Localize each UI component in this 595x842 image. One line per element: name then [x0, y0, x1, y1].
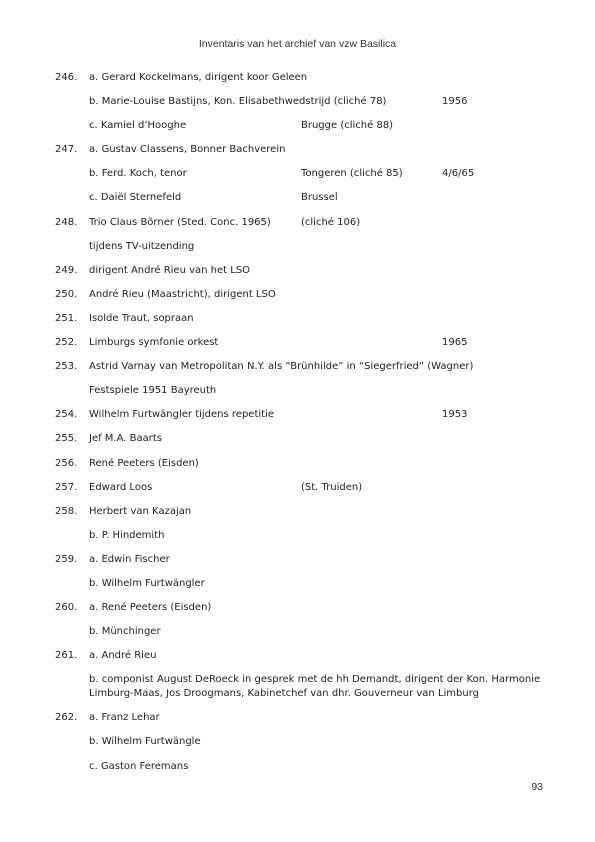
inventory-row: [55, 71, 545, 95]
item-description: Edward Loos: [89, 481, 153, 493]
inventory-row: [55, 288, 545, 312]
page-number: 93: [531, 781, 543, 793]
inventory-row: [55, 553, 545, 577]
item-number: 260.: [55, 602, 78, 614]
item-description: Festspiele 1951 Bayreuth: [89, 385, 217, 397]
inventory-row: [55, 760, 545, 784]
inventory-row: [55, 481, 545, 505]
inventory-row: [55, 143, 545, 167]
item-description: Wilhelm Furtwängler tijdens repetitie: [89, 409, 274, 421]
item-description: b. Marie-Louise Bastijns, Kon. Elisabethwedstrijd (cliché 78): [89, 96, 387, 108]
item-description: a. Franz Lehar: [89, 712, 160, 724]
page-header: Inventaris van het archief van vzw Basilica: [198, 38, 397, 50]
item-number: 246.: [55, 72, 78, 83]
inventory-row: [55, 505, 545, 529]
inventory-row: [55, 167, 545, 191]
inventory-row: [55, 601, 545, 625]
inventory-row: [55, 312, 545, 336]
item-number: 254.: [55, 409, 78, 421]
inventory-row: [55, 673, 545, 711]
item-description: tijdens TV-uitzending: [89, 240, 195, 252]
item-description: Trio Claus Bõrner (Sted. Conc. 1965): [89, 216, 271, 228]
item-description: a. René Peeters (Eisden): [89, 602, 212, 614]
item-date: 1953: [442, 409, 468, 421]
item-description: dirigent André Rieu van het LSO: [89, 264, 251, 276]
item-date: 1965: [442, 337, 468, 349]
item-description: Isolde Traut, sopraan: [89, 312, 194, 324]
item-number: 253.: [55, 361, 78, 373]
item-date: 1956: [442, 96, 468, 108]
inventory-row: [55, 577, 545, 601]
item-description: c. Kamiel d’Hooghe: [89, 120, 187, 132]
item-description: b. Münchinger: [89, 626, 161, 638]
item-description: a. Gerard Kockelmans, dirigent koor Geleen: [89, 72, 308, 83]
item-description: a. André Rieu: [89, 650, 157, 662]
item-description: c. Gaston Feremans: [89, 760, 189, 772]
inventory-row: [55, 625, 545, 649]
item-date: 4/6/65: [442, 168, 475, 180]
item-description: b. Wilhelm Furtwängle: [89, 736, 201, 748]
item-description: b. componist August DeRoeck in gesprek met de hh Demandt, dirigent der Kon. Harmonie Limburg-Maas, Jos Droogmans, Kabinetchef van dhr. Gouverneur van Limburg: [89, 674, 541, 700]
item-description: a. Gustav Classens, Bonner Bachverein: [89, 144, 286, 156]
inventory-row: [55, 408, 545, 432]
item-description: a. Edwin Fischer: [89, 553, 170, 565]
inventory-row: [55, 384, 545, 408]
item-description: b. Ferd. Koch, tenor: [89, 168, 187, 180]
item-number: 249.: [55, 264, 78, 276]
inventory-row: [55, 336, 545, 360]
item-number: 252.: [55, 337, 78, 349]
inventory-row: [55, 264, 545, 288]
item-number: 258.: [55, 505, 78, 517]
item-number: 256.: [55, 457, 78, 469]
inventory-row: [55, 529, 545, 553]
item-description: René Peeters (Eisden): [89, 457, 199, 469]
item-number: 247.: [55, 144, 78, 156]
item-description: b. Wilhelm Furtwängler: [89, 577, 205, 589]
item-description: André Rieu (Maastricht), dirigent LSO: [89, 288, 276, 300]
item-location: Tongeren (cliché 85): [301, 168, 403, 180]
item-description: b. P. Hindemith: [89, 529, 165, 541]
item-description: Astrid Varnay van Metropolitan N.Y. als “Brünhilde” in “Siegerfried” (Wagner): [89, 361, 474, 373]
item-number: 255.: [55, 433, 78, 445]
inventory-row: [55, 649, 545, 673]
item-number: 257.: [55, 481, 78, 493]
item-number: 251.: [55, 312, 78, 324]
item-description: Herbert van Kazajan: [89, 505, 192, 517]
inventory-row: [55, 360, 545, 384]
inventory-row: [55, 711, 545, 735]
item-number: 248.: [55, 216, 78, 228]
inventory-row: [55, 95, 545, 119]
item-location: Brugge (cliché 88): [301, 120, 394, 132]
item-number: 250.: [55, 288, 78, 300]
item-description: c. Daiël Sternefeld: [89, 192, 182, 204]
inventory-row: [55, 432, 545, 456]
inventory-row: [55, 119, 545, 143]
inventory-row: [55, 216, 545, 240]
inventory-row: [55, 240, 545, 264]
item-description: Limburgs symfonie orkest: [89, 337, 219, 349]
item-location: (St. Truiden): [301, 481, 363, 493]
item-number: 261.: [55, 650, 78, 662]
inventory-row: [55, 735, 545, 759]
item-number: 259.: [55, 553, 78, 565]
inventory-row: [55, 191, 545, 215]
item-description: Jef M.A. Baarts: [89, 433, 162, 445]
inventory-row: [55, 457, 545, 481]
item-location: Brussel: [301, 192, 338, 204]
item-number: 262.: [55, 712, 78, 724]
item-location: (cliché 106): [301, 216, 361, 228]
inventory-list: [55, 71, 545, 784]
